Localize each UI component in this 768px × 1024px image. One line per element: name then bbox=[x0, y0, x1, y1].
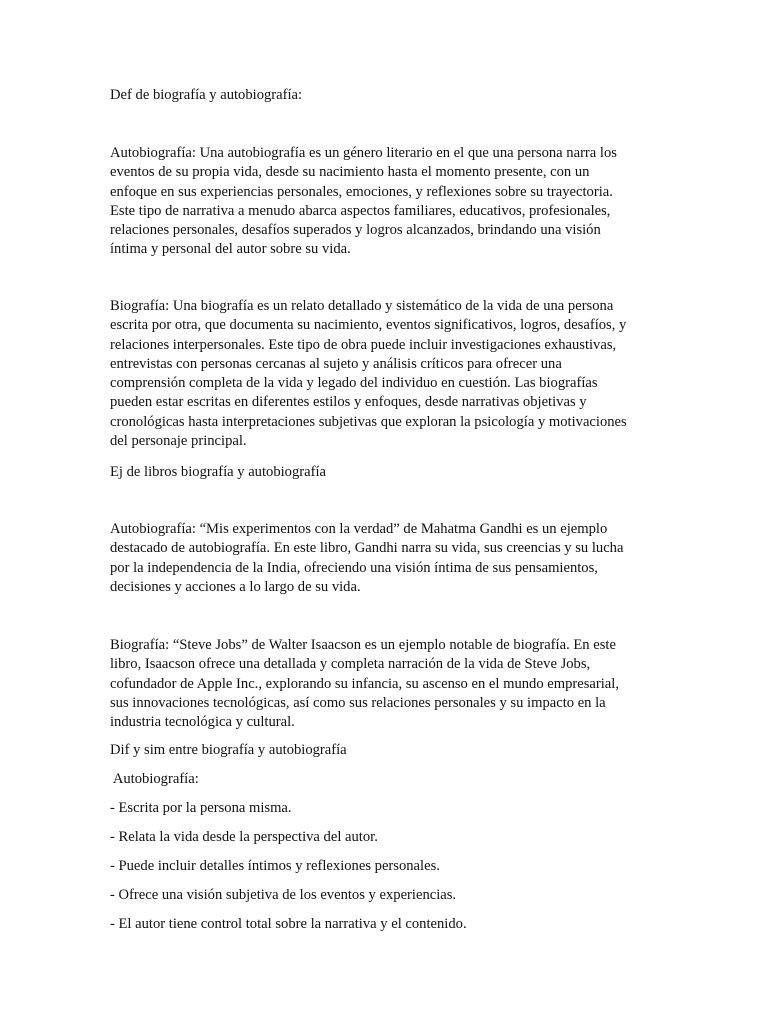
list-item: - Puede incluir detalles íntimos y reflexiones personales. bbox=[110, 858, 440, 874]
list-item: - Relata la vida desde la perspectiva del autor. bbox=[110, 829, 378, 845]
paragraph-example-biografia: Biografía: “Steve Jobs” de Walter Isaacson es un ejemplo notable de biografía. En este libro, Isaacson ofrece una detallada y completa narración de la vida de Steve Jobs, cofundador de Apple Inc., explorando su infancia, su ascenso en el mundo empresarial, sus innovaciones tecnológicas, así como sus relaciones personales y su impacto en la industria tecnológica y cultural. bbox=[110, 637, 619, 731]
paragraph-autobiografia-definition: Autobiografía: Una autobiografía es un género literario en el que una persona narra los eventos de su propia vida, desde su nacimiento hasta el momento presente, con un enfoque en sus experiencias personales, emociones, y reflexiones sobre su trayectoria. Este tipo de narrativa a menudo abarca aspectos familiares, educativos, profesionales, relaciones personales, desafíos superados y logros alcanzados, brindando una visión íntima y personal del autor sobre su vida. bbox=[110, 145, 617, 258]
paragraph-example-autobiografia: Autobiografía: “Mis experimentos con la verdad” de Mahatma Gandhi es un ejemplo destacado de autobiografía. En este libro, Gandhi narra su vida, sus creencias y su lucha por la independencia de la India, ofreciendo una visión íntima de sus pensamientos, decisiones y acciones a lo largo de su vida. bbox=[110, 521, 624, 595]
subheading-autobiografia: Autobiografía: bbox=[110, 771, 199, 787]
heading-definition: Def de biografía y autobiografía: bbox=[110, 87, 303, 103]
list-item: - Ofrece una visión subjetiva de los eventos y experiencias. bbox=[110, 887, 457, 903]
list-item: - Escrita por la persona misma. bbox=[110, 800, 292, 816]
heading-examples: Ej de libros biografía y autobiografía bbox=[110, 464, 326, 480]
list-item: - El autor tiene control total sobre la narrativa y el contenido. bbox=[110, 916, 467, 932]
paragraph-biografia-definition: Biografía: Una biografía es un relato detallado y sistemático de la vida de una persona escrita por otra, que documenta su nacimiento, eventos significativos, logros, desafíos, y relaciones interpersonales. Este tipo de obra puede incluir investigaciones exhaustivas, entrevistas con personas cercanas al sujeto y análisis críticos para ofrecer una comprensión completa de la vida y legado del individuo en cuestión. Las biografías pueden estar escritas en diferentes estilos y enfoques, desde narrativas objetivas y cronológicas hasta interpretaciones subjetivas que exploran la psicología y motivaciones del personaje principal. bbox=[110, 298, 627, 450]
heading-differences: Dif y sim entre biografía y autobiografía bbox=[110, 742, 347, 758]
